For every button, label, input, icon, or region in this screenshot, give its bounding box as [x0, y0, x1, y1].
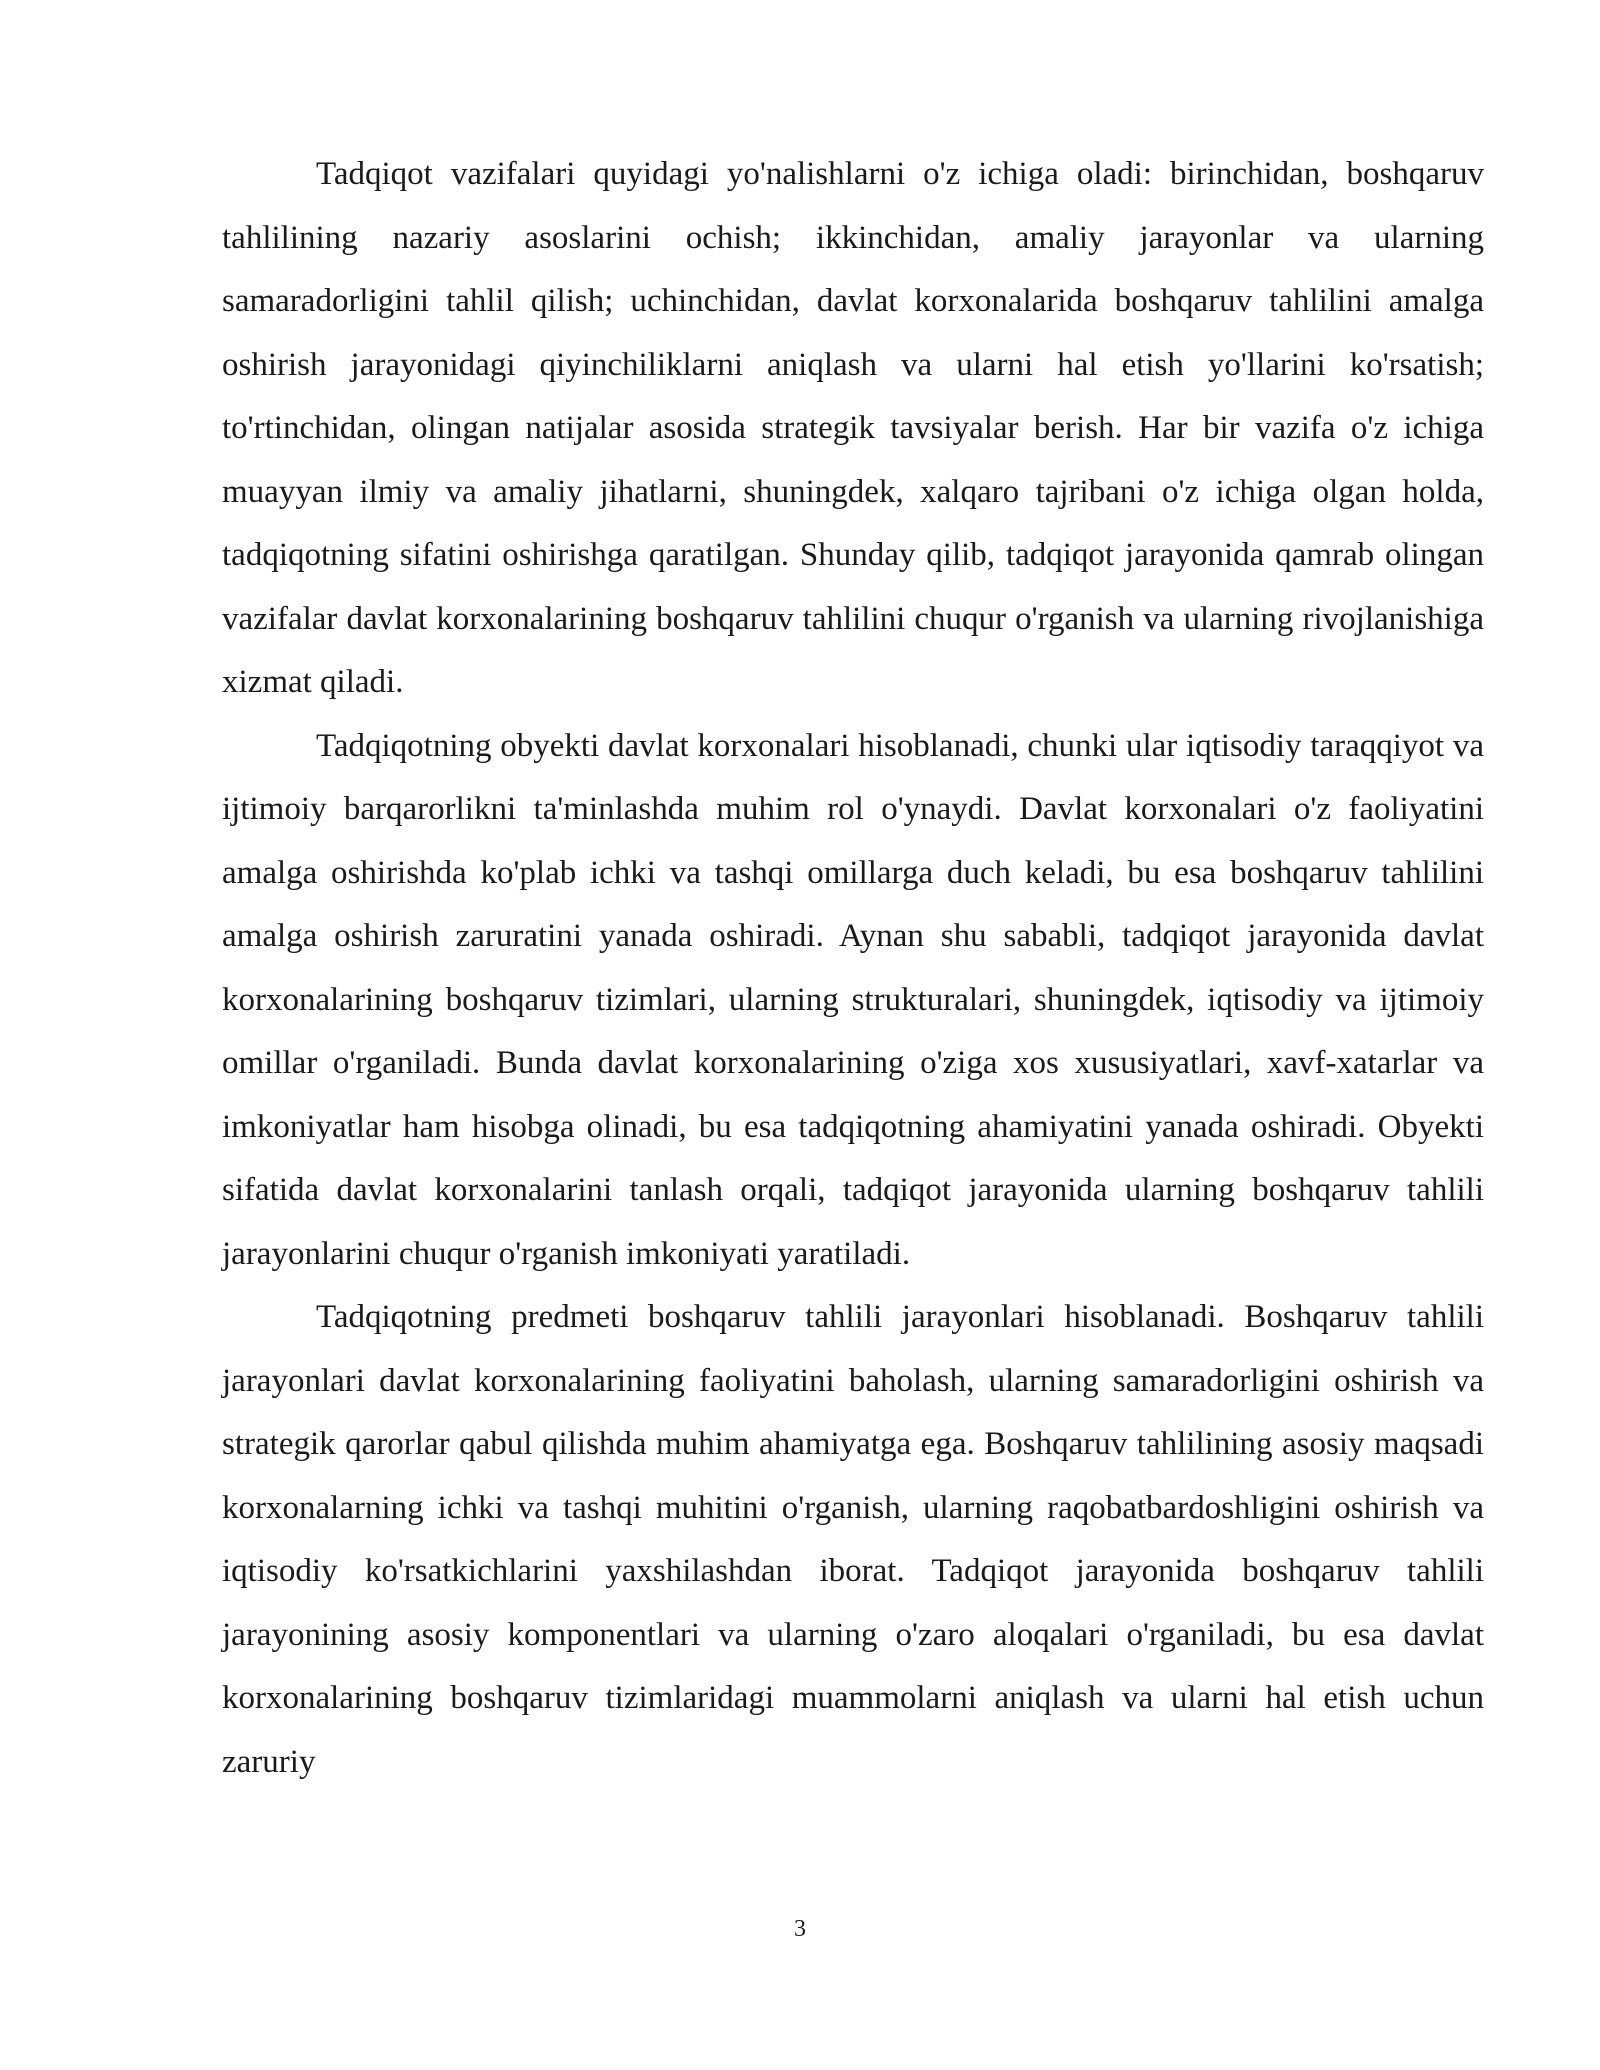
page-number: 3 [794, 1916, 806, 1942]
paragraph-tasks: Tadqiqot vazifalari quyidagi yo'nalishlarni o'z ichiga oladi: birinchidan, boshqaruv tahlilining nazariy asoslarini ochish; ikkinchidan, amaliy jarayonlar va ularning samaradorligini tahlil qilish; uchinchidan, davlat korxonalarida boshqaruv tahlilini amalga oshirish jarayonidagi qiyinchiliklarni aniqlash va ularni hal etish yo'llarini ko'rsatish; to'rtinchidan, olingan natijalar asosida strategik tavsiyalar berish. Har bir vazifa o'z ichiga muayyan ilmiy va amaliy jihatlarni, shuningdek, xalqaro tajribani o'z ichiga olgan holda, tadqiqotning sifatini oshirishga qaratilgan. Shunday qilib, tadqiqot jarayonida qamrab olingan vazifalar davlat korxonalarining boshqaruv tahlilini chuqur o'rganish va ularning rivojlanishiga xizmat qiladi. [222, 156, 1484, 700]
paragraph-object: Tadqiqotning obyekti davlat korxonalari hisoblanadi, chunki ular iqtisodiy taraqqiyot va ijtimoiy barqarorlikni ta'minlashda muhim rol o'ynaydi. Davlat korxonalari o'z faoliyatini amalga oshirishda ko'plab ichki va tashqi omillarga duch keladi, bu esa boshqaruv tahlilini amalga oshirish zaruratini yanada oshiradi. Aynan shu sababli, tadqiqot jarayonida davlat korxonalarining boshqaruv tizimlari, ularning strukturalari, shuningdek, iqtisodiy va ijtimoiy omillar o'rganiladi. Bunda davlat korxonalarining o'ziga xos xususiyatlari, xavf-xatarlar va imkoniyatlar ham hisobga olinadi, bu esa tadqiqotning ahamiyatini yanada oshiradi. Obyekti sifatida davlat korxonalarini tanlash orqali, tadqiqot jarayonida ularning boshqaruv tahlili jarayonlarini chuqur o'rganish imkoniyati yaratiladi. [222, 727, 1484, 1272]
body-text [222, 143, 1484, 1794]
paragraph-subject: Tadqiqotning predmeti boshqaruv tahlili jarayonlari hisoblanadi. Boshqaruv tahlili jarayonlari davlat korxonalarining faoliyatini baholash, ularning samaradorligini oshirish va strategik qarorlar qabul qilishda muhim ahamiyatga ega. Boshqaruv tahlilining asosiy maqsadi korxonalarning ichki va tashqi muhitini o'rganish, ularning raqobatbardoshligini oshirish va iqtisodiy ko'rsatkichlarini yaxshilashdan iborat. Tadqiqot jarayonida boshqaruv tahlili jarayonining asosiy komponentlari va ularning o'zaro aloqalari o'rganiladi, bu esa davlat korxonalarining boshqaruv tizimlaridagi muammolarni aniqlash va ularni hal etish uchun zaruriy [222, 1299, 1484, 1780]
